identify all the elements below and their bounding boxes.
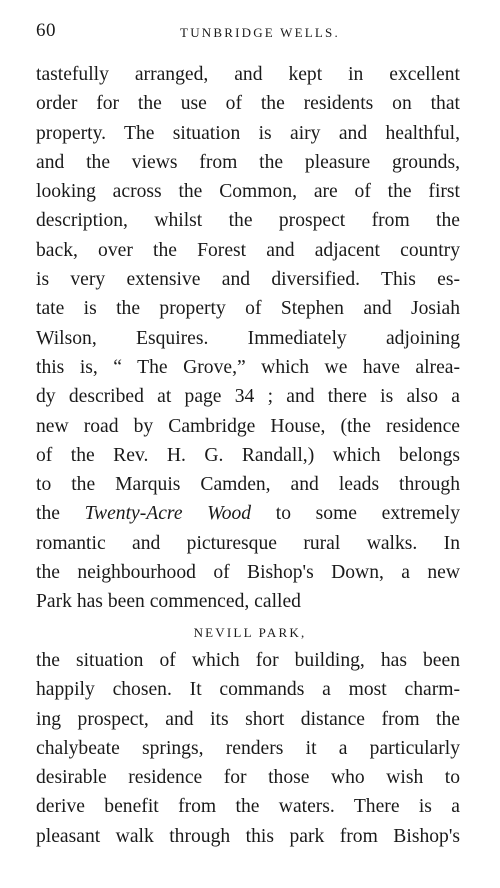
text-line: the situation of which for building, has been <box>36 649 460 671</box>
text-line: back, over the Forest and adjacent country <box>36 239 460 261</box>
text-line: this is, “ The Grove,” which we have alrea- <box>36 356 460 378</box>
text-line: is very extensive and diversified. This es- <box>36 269 460 291</box>
text-line: derive benefit from the waters. There is a <box>36 796 460 818</box>
text-line: tastefully arranged, and kept in excellent <box>36 64 460 85</box>
text-line: chalybeate springs, renders it a particularly <box>36 737 460 759</box>
text-line: tate is the property of Stephen and Josiah <box>36 298 460 320</box>
page-number: 60 <box>36 20 56 41</box>
text-line: new road by Cambridge House, (the residence <box>36 415 460 437</box>
text-line: happily chosen. It commands a most charm- <box>36 679 460 701</box>
text-line: Park has been commenced, called <box>36 591 301 613</box>
section-subheading: NEVILL PARK, <box>193 624 307 640</box>
text-line: looking across the Common, are of the first <box>36 181 460 203</box>
italic-place-name: Twenty-Acre Wood <box>84 503 252 525</box>
text-line: pleasant walk through this park from Bishop's <box>36 825 460 847</box>
text-line: Wilson, Esquires. Immediately adjoining <box>36 327 460 349</box>
text-line: the neighbourhood of Bishop's Down, a new <box>36 562 460 584</box>
text-line: of the Rev. H. G. Randall,) which belongs <box>36 444 460 466</box>
text-line: dy described at page 34 ; and there is also a <box>36 386 460 408</box>
text-line: description, whilst the prospect from the <box>36 210 460 232</box>
text-line: to the Marquis Camden, and leads through <box>36 474 460 496</box>
page-header <box>36 20 460 48</box>
text-line-with-italic <box>36 499 460 528</box>
text-fragment: to some extremely <box>275 503 460 525</box>
text-fragment: the <box>36 503 60 525</box>
text-line: order for the use of the residents on that <box>36 93 460 115</box>
text-line: ing prospect, and its short distance from the <box>36 708 460 730</box>
body-text <box>36 60 460 851</box>
text-line: property. The situation is airy and healthful, <box>36 122 460 144</box>
text-line: and the views from the pleasure grounds, <box>36 151 460 173</box>
running-title: TUNBRIDGE WELLS. <box>180 25 340 40</box>
text-line: romantic and picturesque rural walks. In <box>36 532 460 554</box>
text-line: desirable residence for those who wish to <box>36 767 460 789</box>
